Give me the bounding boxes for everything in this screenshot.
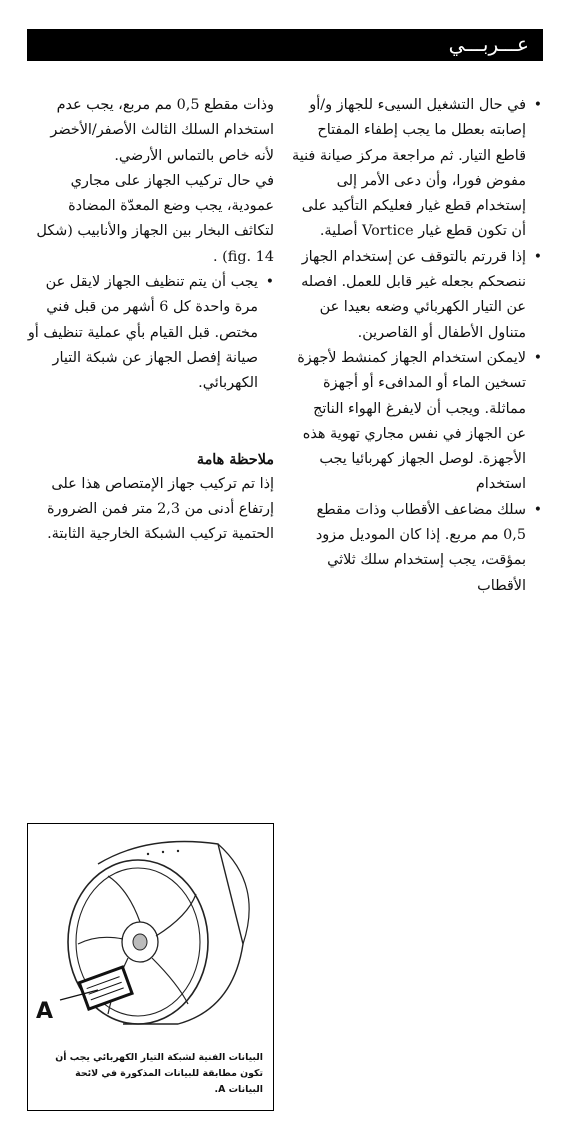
rating-plate-label: A	[36, 999, 54, 1024]
bullet-no-activator: • لايمكن استخدام الجهاز كمنشط لأجهزة تسخين الماء أو المدافىء أو أجهزة مماثلة. ويجب أن لايفرغ الهواء الناتج عن الجهاز في نفس مجاري تهوية هذه الأجهزة. لوصل الجهاز كهربائيا يجب استخدام	[292, 346, 542, 498]
paragraph-vertical-duct: في حال تركيب الجهاز على مجاري عمودية، يجب وضع المعدّة المضادة لتكاثف البخار بين الجهاز والأنابيب (شكل fig. 14) .	[36, 172, 274, 265]
language-title: عـــربـــي	[448, 32, 529, 56]
language-header-bar	[27, 29, 543, 61]
left-text-column	[27, 93, 274, 548]
bullet-cleaning: • يجب أن يتم تنظيف الجهاز لايقل عن مرة واحدة كل 6 أشهر من قبل فني مختص. قبل القيام بأي عملية تنظيف أو صيانة إفصل الجهاز عن شبكة التيار الكهربائي.	[27, 270, 274, 396]
right-text-column	[292, 93, 542, 599]
figure-box	[27, 823, 274, 1111]
notice-title: ملاحظة هامة	[196, 450, 274, 468]
bullet-cable: • سلك مضاعف الأقطاب وذات مقطع 0,5 مم مربع. إذا كان الموديل مزود بمؤقت، يجب إستخدام سلك ثلاثي الأقطاب	[292, 498, 542, 599]
figure-caption: البيانات الفنية لشبكة التيار الكهربائي يجب أن تكون مطابقة للبيانات المذكورة في لائحة البيانات A.	[55, 1052, 263, 1095]
notice-text: إذا تم تركيب جهاز الإمتصاص هذا على إرتفاع أدنى من 2,3 متر فمن الضرورة الحتمية تركيب الشبكة الخارجية الثابتة.	[47, 475, 274, 543]
bullet-disposal: • إذا قررتم بالتوقف عن إستخدام الجهاز ننصحكم بجعله غير قابل للعمل. افصله عن التيار الكهربائي وضعه بعيدا عن متناول الأطفال أو القاصرين.	[292, 245, 542, 346]
paragraph-cable-continued: وذات مقطع 0,5 مم مربع، يجب عدم استخدام السلك الثالث الأصفر/الأخضر لأنه خاص بالتماس الأرضي.	[50, 97, 274, 164]
fan-illustration	[28, 824, 273, 1054]
bullet-malfunction: • في حال التشغيل السيىء للجهاز و/أو إصابته بعطل ما يجب إطفاء المفتاح قاطع التيار. ثم مراجعة مركز صيانة فنية مفوض فورا، وأن دعى الأمر إلى إستخدام قطع غيار فعليكم التأكيد على أن تكون قطع غيار Vortice أصلية.	[292, 93, 542, 245]
